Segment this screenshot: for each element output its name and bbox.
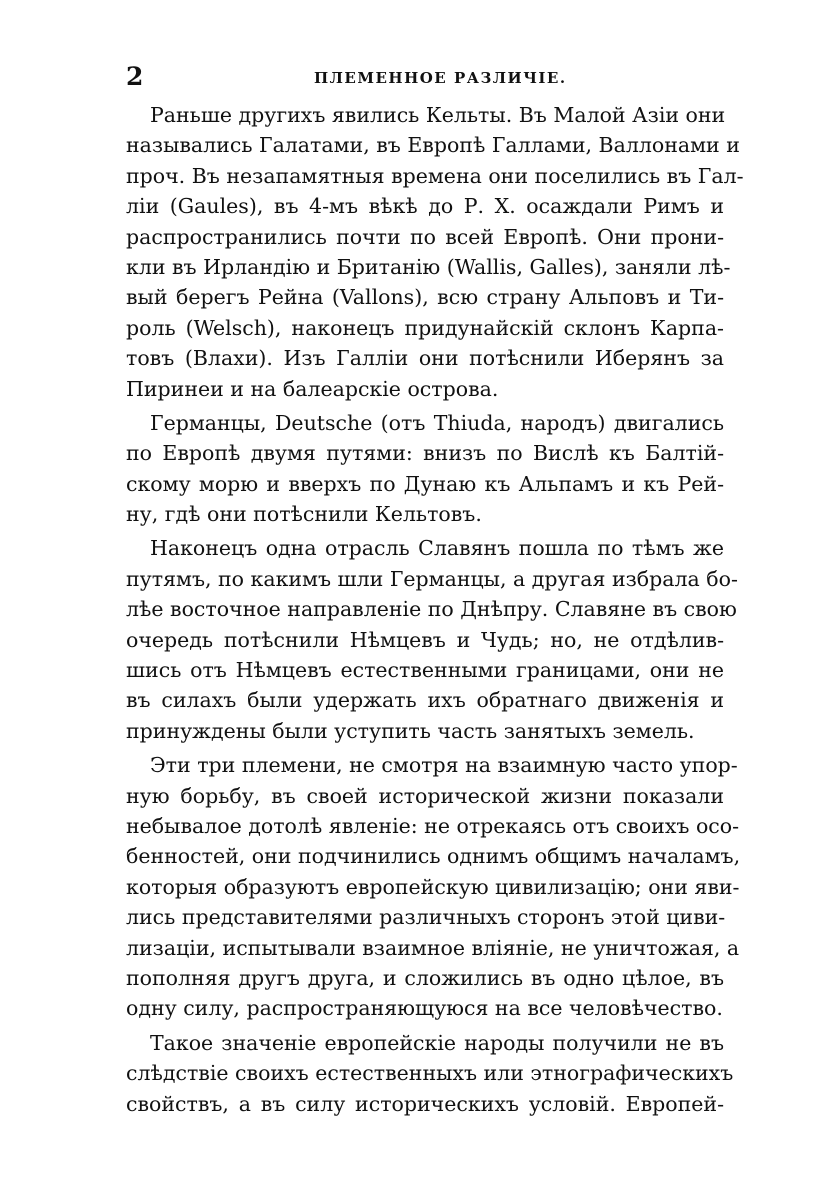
text-line: назывались Галатами, въ Европѣ Галлами, Валлонами и bbox=[126, 133, 740, 158]
paragraph bbox=[126, 750, 741, 1024]
text-line: небывалое дотолѣ явленіе: не отрекаясь отъ своихъ осо- bbox=[126, 813, 740, 838]
text-line: кли въ Ирландію и Британію (Wallis, Galles), заняли лѣ- bbox=[126, 254, 731, 279]
text-line: ліи (Gaules), въ 4-мъ вѣкѣ до Р. Х. осаждали Римъ и bbox=[126, 194, 724, 219]
running-title: ПЛЕМЕННОЕ РАЗЛИЧІЕ. bbox=[314, 69, 567, 87]
text-line: Германцы, Deutsche (отъ Thiuda, народъ) двигались bbox=[150, 410, 724, 435]
text-line: роль (Welsch), наконецъ придунайскій склонъ Карпа- bbox=[126, 315, 724, 340]
text-line: пополняя другъ друга, и сложились въ одно цѣлое, въ bbox=[126, 965, 724, 990]
text-line: шись отъ Нѣмцевъ естественными границами, они не bbox=[126, 658, 724, 683]
text-line: проч. Въ незапамятныя времена они поселились въ Гал- bbox=[126, 163, 744, 188]
page-header bbox=[126, 62, 726, 92]
text-line: слѣдствіе своихъ естественныхъ или этнографическихъ bbox=[126, 1061, 734, 1086]
text-line: Наконецъ одна отрасль Славянъ пошла по тѣмъ же bbox=[150, 536, 724, 561]
text-line: Эти три племени, не смотря на взаимную часто упор- bbox=[150, 753, 738, 778]
text-line: ную борьбу, въ своей исторической жизни показали bbox=[126, 783, 724, 808]
paragraph bbox=[126, 1028, 734, 1119]
paragraph bbox=[126, 533, 738, 746]
text-line: въ силахъ были удержать ихъ обратнаго движенія и bbox=[126, 688, 724, 713]
text-line: принуждены были уступить часть занятыхъ земель. bbox=[126, 718, 695, 743]
text-line: свойствъ, а въ силу историческихъ условій. Европей- bbox=[126, 1091, 724, 1116]
paragraph bbox=[126, 100, 744, 404]
text-line: бенностей, они подчинились однимъ общимъ началамъ, bbox=[126, 844, 741, 869]
paragraph bbox=[126, 408, 724, 530]
text-line: вый берегъ Рейна (Vallons), всю страну Альповъ и Ти- bbox=[126, 285, 724, 310]
text-line: ну, гдѣ они потѣснили Кельтовъ. bbox=[126, 502, 482, 527]
text-line: одну силу, распространяющуюся на все человѣчество. bbox=[126, 996, 723, 1021]
text-line: которыя образуютъ европейскую цивилизацію; они яви- bbox=[126, 874, 740, 899]
text-line: распространились почти по всей Европѣ. Они прони- bbox=[126, 224, 724, 249]
page-number: 2 bbox=[126, 62, 144, 91]
text-line: Пиринеи и на балеарскіе острова. bbox=[126, 376, 499, 401]
text-line: товъ (Влахи). Изъ Галліи они потѣснили Иберянъ за bbox=[126, 346, 724, 371]
text-line: лизаціи, испытывали взаимное вліяніе, не уничтожая, а bbox=[126, 935, 740, 960]
text-line: путямъ, по какимъ шли Германцы, а другая избрала бо- bbox=[126, 566, 738, 591]
text-line: скому морю и вверхъ по Дунаю къ Альпамъ и къ Рей- bbox=[126, 471, 724, 496]
text-line: Раньше другихъ явились Кельты. Въ Малой Азіи они bbox=[150, 103, 726, 127]
text-line: лѣе восточное направленіе по Днѣпру. Славяне въ свою bbox=[126, 597, 737, 622]
text-line: очередь потѣснили Нѣмцевъ и Чудь; но, не отдѣлив- bbox=[126, 627, 724, 652]
text-line: по Европѣ двумя путями: внизъ по Вислѣ къ Балтій- bbox=[126, 441, 724, 466]
text-line: лись представителями различныхъ сторонъ этой циви- bbox=[126, 905, 726, 930]
text-line: Такое значеніе европейскіе народы получили не въ bbox=[150, 1030, 724, 1055]
body-text bbox=[126, 100, 744, 1119]
